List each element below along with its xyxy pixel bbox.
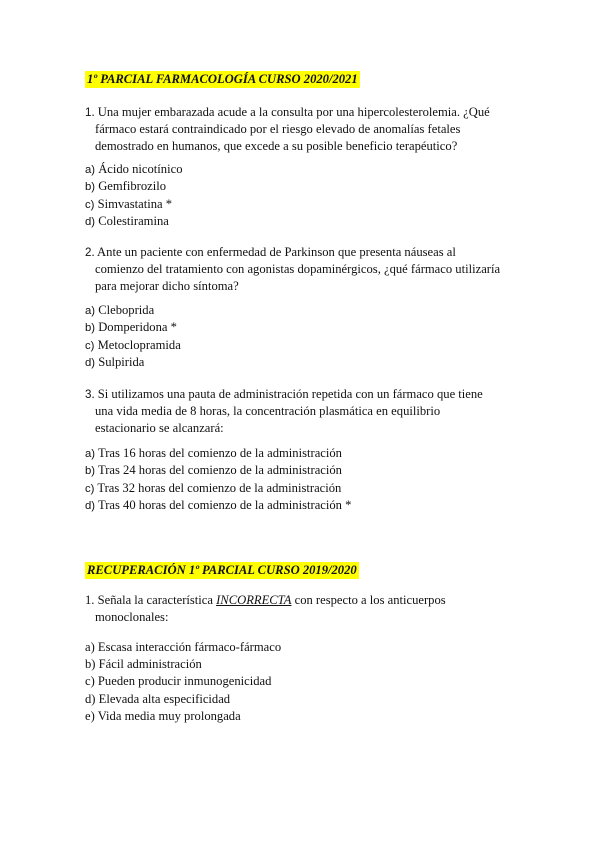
- answer-option: d) Elevada alta especificidad: [85, 691, 231, 706]
- answer-option: b) Tras 24 horas del comienzo de la administración: [85, 463, 342, 478]
- section-title-parcial-2020: 1º PARCIAL FARMACOLOGÍA CURSO 2020/2021: [87, 72, 358, 86]
- answer-option: a) Tras 16 horas del comienzo de la administración: [85, 446, 342, 460]
- question-number: 3: [85, 388, 92, 401]
- question-text-line: fármaco estará contraindicado por el riesgo elevado de anomalías fetales: [95, 122, 461, 137]
- answer-option: c) Pueden producir inmunogenicidad: [85, 674, 272, 689]
- question-3: [85, 386, 515, 438]
- answer-option: c) Tras 32 horas del comienzo de la administración: [85, 480, 342, 495]
- question-text-line: . Una mujer embarazada acude a la consulta por una hipercolesterolemia. ¿Qué: [91, 105, 490, 119]
- answer-option: a) Cleboprida: [85, 303, 155, 317]
- question-text-suffix: con respecto a los anticuerpos: [291, 593, 446, 607]
- question-text-line: una vida media de 8 horas, la concentración plasmática en equilibrio: [95, 404, 441, 419]
- answer-option: b) Gemfibrozilo: [85, 179, 167, 194]
- answer-option: b) Domperidona *: [85, 320, 177, 335]
- question-text-line: comienzo del tratamiento con agonistas dopaminérgicos, ¿qué fármaco utilizaría: [95, 262, 501, 277]
- answer-option: c) Metoclopramida: [85, 337, 181, 352]
- answer-option: e) Vida media muy prolongada: [85, 708, 241, 723]
- question-recuperacion-1: [85, 592, 515, 625]
- answer-option: d) Tras 40 horas del comienzo de la administración *: [85, 497, 352, 512]
- question-text-line: . Si utilizamos una pauta de administración repetida con un fármaco que tiene: [91, 387, 483, 401]
- answer-options-q2: [85, 302, 181, 371]
- question-text-prefix: 1. Señala la característica: [85, 593, 217, 607]
- question-emphasis: INCORRECTA: [216, 593, 292, 607]
- answer-option: b) Fácil administración: [85, 657, 202, 672]
- question-text-line: . Ante un paciente con enfermedad de Parkinson que presenta náuseas al: [91, 245, 456, 259]
- question-1: [85, 104, 515, 156]
- section-title-recuperacion-2019: RECUPERACIÓN 1º PARCIAL CURSO 2019/2020: [87, 563, 357, 577]
- answer-option: a) Ácido nicotínico: [85, 162, 183, 176]
- question-number: 2: [85, 246, 92, 259]
- question-2: [85, 244, 515, 296]
- answer-option: a) Escasa interacción fármaco-fármaco: [85, 640, 282, 654]
- question-number: 1: [85, 106, 92, 119]
- answer-option: c) Simvastatina *: [85, 196, 173, 211]
- question-text-line: monoclonales:: [95, 609, 169, 624]
- answer-options-q1: [85, 161, 183, 230]
- question-text-line: para mejorar dicho síntoma?: [95, 279, 239, 294]
- answer-options-q3: [85, 445, 351, 514]
- question-text-line: estacionario se alcanzará:: [95, 421, 224, 436]
- answer-option: d) Colestiramina: [85, 213, 169, 228]
- answer-options-recuperacion: [85, 639, 281, 725]
- answer-option: d) Sulpirida: [85, 354, 145, 369]
- question-text-line: demostrado en humanos, que excede a su posible beneficio terapéutico?: [95, 139, 458, 154]
